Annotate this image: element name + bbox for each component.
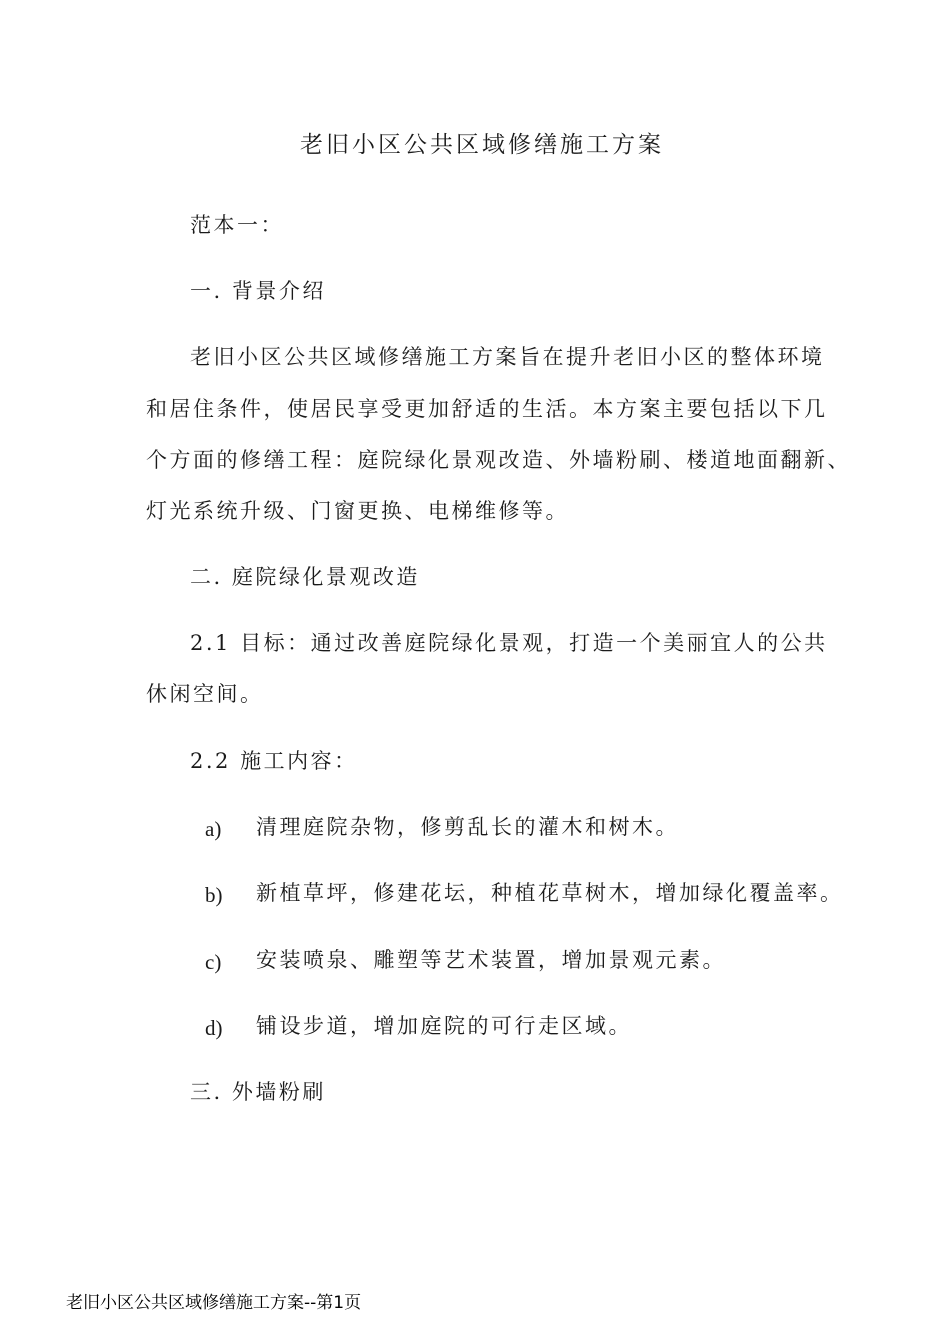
list-marker: d) <box>205 1016 223 1040</box>
section-3-heading: 三. 外墙粉刷 <box>190 1080 326 1104</box>
subsection-2-2-heading: 2.2 施工内容： <box>190 749 358 773</box>
section-1-heading: 一. 背景介绍 <box>190 279 326 303</box>
document-title: 老旧小区公共区域修缮施工方案 <box>300 132 664 158</box>
list-marker: c) <box>205 950 222 974</box>
paragraph-line: 灯光系统升级、门窗更换、电梯维修等。 <box>146 499 569 523</box>
list-item-text: 铺设步道，增加庭院的可行走区域。 <box>256 1014 632 1038</box>
paragraph-line: 和居住条件，使居民享受更加舒适的生活。本方案主要包括以下几 <box>146 397 828 421</box>
list-item-text: 新植草坪，修建花坛，种植花草树木，增加绿化覆盖率。 <box>256 881 844 905</box>
page-footer: 老旧小区公共区域修缮施工方案--第1页 <box>66 1293 362 1313</box>
paragraph-line: 个方面的修缮工程：庭院绿化景观改造、外墙粉刷、楼道地面翻新、 <box>146 448 851 472</box>
list-marker: b) <box>205 883 223 907</box>
subsection-2-1-line: 2.1 目标：通过改善庭院绿化景观，打造一个美丽宜人的公共 <box>190 631 828 655</box>
list-marker: a) <box>205 817 222 841</box>
list-item-text: 清理庭院杂物，修剪乱长的灌木和树木。 <box>256 815 679 839</box>
section-2-heading: 二. 庭院绿化景观改造 <box>190 565 420 589</box>
template-label: 范本一： <box>190 213 284 237</box>
subsection-2-1-line: 休闲空间。 <box>146 682 264 706</box>
paragraph-line: 老旧小区公共区域修缮施工方案旨在提升老旧小区的整体环境 <box>190 345 825 369</box>
list-item-text: 安装喷泉、雕塑等艺术装置，增加景观元素。 <box>256 948 726 972</box>
